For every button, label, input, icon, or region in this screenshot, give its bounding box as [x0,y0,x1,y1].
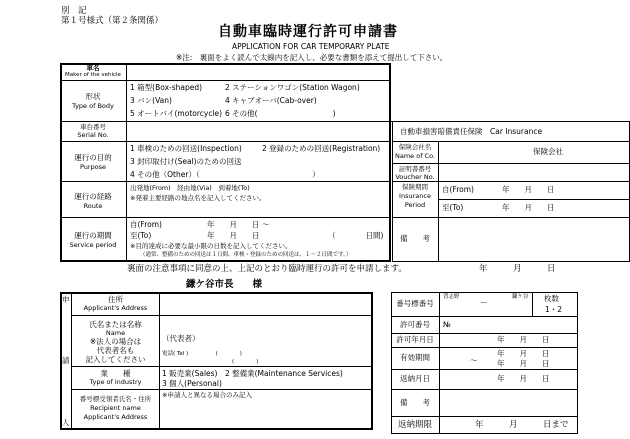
form-note: ※注: 裏面をよく読んで太線内を記入し、必要な書類を添えて提出して下さい。 [176,53,448,62]
ins-company-label-en: Name of Co. [394,152,436,160]
ins-to-label: 至(To) [442,203,464,212]
form-number: 第１号様式（第２条関係） [61,16,164,26]
route-label: 運行の経路 [74,192,112,201]
representative-label: （代表者） [162,334,200,343]
purpose-label: 運行の目的 [74,153,112,162]
return-deadline-value: 年 月 日まで [475,420,569,430]
purpose-option-3[interactable]: 3 封印取付け(Seal)のための回送 [130,157,242,166]
return-deadline-label: 返納期限 [397,420,432,430]
ins-from-date[interactable]: 年 月 日 [502,185,555,194]
address-label: 住所 [108,295,123,304]
period-days[interactable]: （ 日間) [328,231,384,240]
return-date-value: 年 月 日 [497,374,550,383]
plate-city: 鎌ケ谷 [512,294,529,300]
purpose-option-2[interactable]: 2 登録のための回送(Registration) [262,144,381,153]
vehicle-name-label: 車名 [86,64,100,72]
recipient-label-en2: Applicant's Address [83,413,148,421]
period-from-label: 自(From) [130,220,162,229]
body-option-1[interactable]: 1 箱型(Box-shaped) [130,83,203,92]
name-label: 氏名または名称 [89,320,142,329]
office-remarks-label: 備 考 [400,398,430,407]
period-note-2: （通常、整備のための回送は１日間、車検・登録のための回送は、１〜２日間です。） [140,252,352,258]
purpose-option-1[interactable]: 1 車検のための回送(Inspection) [130,144,242,153]
phone-field[interactable]: 電話( Tel ) ( ) [162,351,242,357]
form-annex-label: 別 記 [61,6,87,16]
ins-period-label-en2: Period [404,201,426,209]
plate-number-label: 番号標番号 [396,299,434,308]
applicant-side-2: 請 [62,356,70,365]
recipient-note: ※申請人と異なる場合のみ記入 [162,391,252,399]
body-option-3[interactable]: 3 バン(Van) [130,96,172,105]
permit-date-label: 許可年月日 [396,335,434,344]
route-note: ※発着主要経路の地点名を記入してください。 [130,194,266,202]
vehicle-name-field[interactable] [128,65,388,78]
industry-label-en: Type of industry [89,378,142,386]
purpose-option-4[interactable]: 4 その他（Other）（ ） [130,170,320,179]
address-label-en: Applicant's Address [83,304,148,312]
consent-text: 裏面の注意事項に同意の上、上記のとおり臨時運行の許可を申請します。 [127,264,407,274]
serial-field[interactable] [128,123,388,139]
ins-voucher-field[interactable] [440,165,628,180]
permit-number-value: № [443,320,451,329]
ins-to-date[interactable]: 年 月 日 [502,203,555,212]
ins-voucher-label-en: Voucher No. [395,173,435,181]
insurance-header: 自動車損害賠償責任保険 Car Insurance [400,127,543,136]
applicant-side-3: 人 [62,418,70,427]
address-field[interactable] [161,294,371,314]
period-to-date[interactable]: 年 月 日 [207,231,260,240]
serial-label-en: Serial No. [77,131,109,139]
name-note-1: ※法人の場合は [89,337,142,346]
ins-company-label: 保険会社名 [398,143,432,151]
ins-voucher-label: 証明書番号 [398,165,432,173]
application-date[interactable]: 年 月 日 [479,264,556,274]
ins-period-label-en1: Insurance [399,192,431,200]
ins-remarks-label: 備 考 [400,234,430,243]
name-note-2: 代表者名も [96,346,135,355]
sheets-value: 1・2 [545,305,563,314]
applicant-side-1: 申 [62,295,70,304]
valid-to: 年 月 日 [497,359,550,368]
valid-period-label: 有効期間 [400,353,430,362]
sheets-label: 枚数 [544,294,559,303]
body-option-5[interactable]: 5 オートバイ(motorcycle) [130,109,223,118]
name-note-3: 記入してください [85,355,146,364]
body-option-4[interactable]: 4 キャブオーバ(Cab-over) [225,96,317,105]
permit-number-label: 許可番号 [400,320,430,329]
period-label-en: Service period [69,241,117,249]
period-from-date[interactable]: 年 月 日 〜 [207,220,270,229]
ins-from-label: 自(From) [442,185,474,194]
period-note-1: ※目的達成に必要な最小限の日数を記入してください。 [130,242,292,250]
route-label-en: Route [83,202,103,210]
form-title: 自動車臨時運行許可申請書 [218,24,398,40]
period-label: 運行の期間 [74,231,112,240]
recipient-label: 番号標受領者氏名・住所 [79,395,152,403]
vehicle-name-label-en: Maker of the vehicle [65,72,121,78]
ins-company-suffix: 保険会社 [533,147,563,156]
period-to-label: 至(To) [130,231,152,240]
plate-dash: ー [480,298,488,307]
valid-from: 年 月 日 [497,349,550,358]
industry-option-3[interactable]: 3 個人(Personal) [162,379,222,388]
phone-field-2[interactable]: ( ) [232,359,259,365]
addressee: 鎌ケ谷市長 様 [186,279,263,290]
route-header: 出発地(From) 経由地(Via) 到着地(To) [130,184,250,192]
body-option-6[interactable]: 6 その他( ) [225,109,336,118]
purpose-label-en: Purpose [79,163,107,171]
recipient-label-en1: Recipient name [90,404,141,412]
plate-prefix: 習志野 [443,294,460,300]
valid-tilde: 〜 [470,356,478,365]
name-label-en: Name [105,329,126,337]
return-date-label: 返納月日 [400,374,430,383]
body-type-label-en: Type of Body [72,102,114,110]
industry-label: 業 種 [100,369,131,378]
industry-option-1-2[interactable]: 1 販売業(Sales) 2 整備業(Maintenance Services) [162,369,343,378]
body-option-2[interactable]: 2 ステーションワゴン(Station Wagon) [225,83,360,92]
body-type-label: 形状 [85,92,101,101]
ins-period-label: 保険期間 [402,183,428,191]
serial-label: 車台番号 [80,123,106,131]
permit-date-value: 年 月 日 [497,335,550,344]
form-subtitle: APPLICATION FOR CAR TEMPORARY PLATE [232,42,390,51]
